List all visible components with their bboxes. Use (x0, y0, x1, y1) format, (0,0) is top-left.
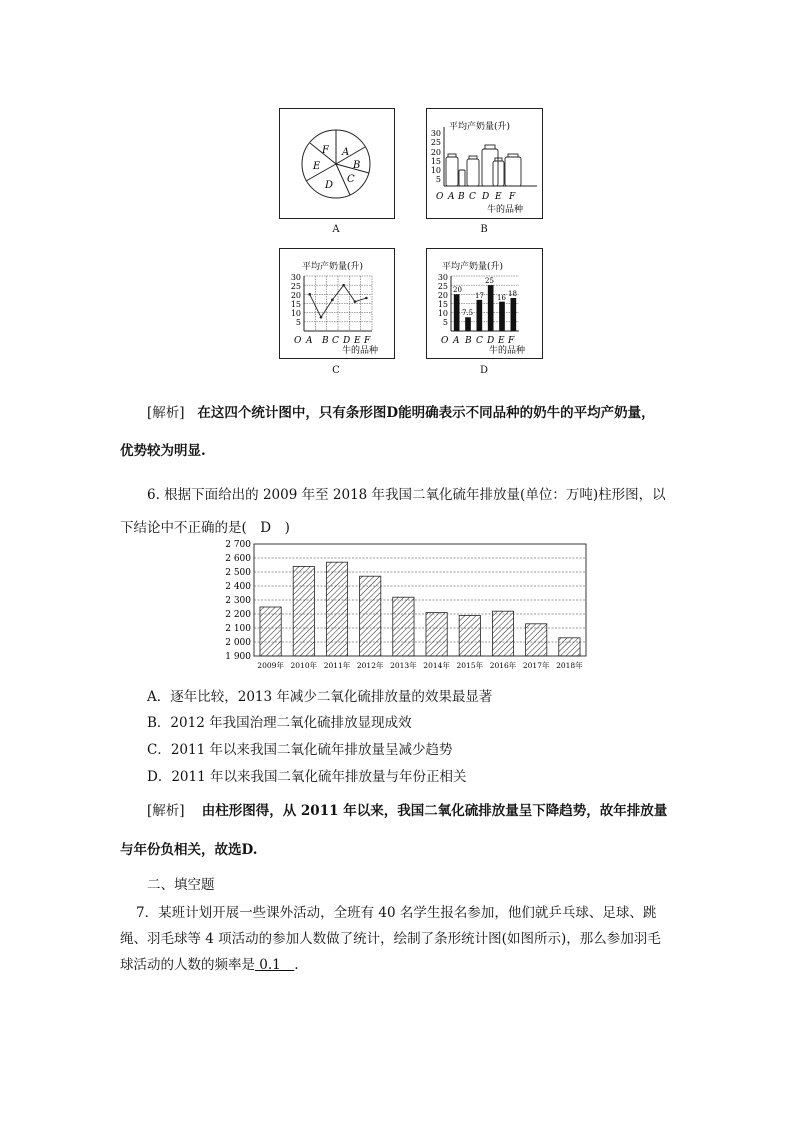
chart-d-ytick: 25 (437, 282, 448, 291)
so2-xticks (257, 660, 583, 670)
chart-b-ytick: 10 (430, 166, 441, 175)
so2-bar (393, 597, 414, 656)
milk-bar-chart (427, 249, 542, 358)
caption-b: B (480, 224, 488, 235)
so2-xtick: 2013年 (390, 661, 417, 670)
chart-b-xlabel: 牛的品种 (487, 205, 524, 215)
chart-b-ytick: 5 (435, 175, 441, 184)
chart-d-bar (499, 302, 505, 331)
chart-d-bar-label: 17 (475, 292, 484, 300)
so2-ytick: 2 500 (225, 568, 251, 578)
chart-c-xtick: F (364, 336, 371, 346)
chart-c-ylabel: 平均产奶量(升) (302, 262, 364, 272)
chart-d-xtick: B (465, 336, 472, 346)
panel-c (279, 248, 395, 359)
so2-xtick: 2012年 (356, 661, 384, 670)
q6-option-c: C．2011 年以来我国二氧化硫年排放量呈减少趋势 (147, 742, 453, 758)
so2-bar (459, 615, 480, 656)
bottle-e (493, 161, 504, 186)
chart-c-point (342, 284, 345, 287)
chart-d-ytick: 20 (437, 291, 448, 300)
q6-option-b: B．2012 年我国治理二氧化硫排放显现成效 (147, 715, 412, 731)
chart-d-xtick: O (441, 336, 449, 346)
so2-bar (492, 611, 513, 656)
q7-line-1: 7．某班计划开展一些课外活动，全班有 40 名学生报名参加，他们就乒乓球、足球、跳 (136, 905, 657, 921)
chart-c-xtick: A (306, 336, 313, 346)
caption-c: C (332, 365, 340, 376)
analysis-text: 在这四个统计图中，只有条形图D能明确表示不同品种的奶牛的平均产奶量， (197, 405, 655, 421)
q7-answer: 0.1 (255, 957, 295, 973)
chart-d-ytick: 5 (442, 318, 448, 327)
milk-line-chart (280, 249, 394, 358)
pie-label: B (353, 160, 361, 171)
pie-label: E (313, 161, 321, 172)
bottle-b (459, 170, 465, 186)
caption-d: D (479, 365, 489, 376)
so2-ytick: 2 200 (225, 610, 251, 620)
analysis-tag: [解析] (147, 803, 185, 819)
chart-b-xtick: E (495, 192, 502, 202)
chart-d-xtick: E (498, 336, 505, 346)
chart-c-xtick: D (343, 336, 351, 346)
so2-bar-chart (214, 538, 594, 674)
so2-ytick: 2 400 (225, 582, 251, 592)
chart-d-bar-label: 7.5 (462, 309, 474, 317)
so2-bar (293, 566, 314, 656)
chart-d-bar-label: 25 (485, 277, 494, 285)
panel-a (279, 108, 395, 219)
analysis-text: 由柱形图得，从 2011 年以来，我国二氧化硫排放量呈下降趋势，故年排放量 (201, 803, 668, 819)
so2-ytick: 2 000 (225, 638, 251, 648)
analysis-tag: [解析] (147, 405, 185, 421)
so2-bar (526, 624, 547, 656)
chart-d-xlabel: 牛的品种 (489, 346, 526, 356)
q6-stem-line-1: 6. 根据下面给出的 2009 年至 2018 年我国二氧化硫年排放量(单位：万吨)柱形图，以 (147, 487, 666, 503)
q7-line-3-end: . (294, 957, 299, 973)
chart-c-ytick: 30 (290, 273, 301, 282)
pie-chart (280, 109, 394, 218)
q6-option-d: D．2011 年以来我国二氧化硫年排放量与年份正相关 (147, 769, 467, 785)
q7-line-3-text: 球活动的人数的频率是 (120, 957, 255, 973)
so2-xtick: 2018年 (556, 661, 583, 670)
so2-bar (559, 638, 580, 656)
so2-ytick: 2 600 (225, 554, 251, 564)
q7-line-3 (120, 953, 299, 973)
so2-ytick: 1 900 (225, 652, 251, 662)
pie-label: D (325, 180, 334, 191)
chart-d-bar (511, 298, 517, 331)
so2-ytick: 2 700 (225, 540, 251, 550)
chart-d-xtick: C (476, 336, 483, 346)
chart-b-xtick: O (436, 192, 444, 202)
q5-analysis-line-1 (147, 401, 655, 421)
so2-ytick: 2 100 (225, 624, 251, 634)
chart-b-ylabel: 平均产奶量(升) (449, 122, 511, 132)
pie-label: F (322, 145, 329, 156)
chart-c-xtick: O (294, 336, 302, 346)
chart-c-point (308, 293, 311, 296)
q5-analysis-line-2: 优势较为明显. (120, 443, 206, 459)
chart-b-xtick: C (469, 192, 476, 202)
chart-d-ylabel: 平均产奶量(升) (442, 262, 504, 272)
chart-d-xtick: D (487, 336, 495, 346)
chart-d-bar-label: 20 (453, 286, 462, 294)
so2-bar (326, 562, 347, 656)
panel-b (426, 108, 543, 219)
so2-xtick: 2015年 (456, 661, 484, 670)
chart-b-ytick: 25 (430, 138, 441, 147)
q6-option-a: A．逐年比较，2013 年减少二氧化硫排放量的效果最显著 (147, 689, 493, 705)
q6-stem-line-2: 下结论中不正确的是( D ) (120, 520, 290, 536)
chart-d-bar (488, 285, 494, 331)
pie-label: A (342, 147, 350, 158)
pie-label: C (347, 174, 355, 185)
so2-xtick: 2010年 (290, 661, 318, 670)
so2-yticks (225, 540, 251, 662)
chart-b-xtick: A (448, 192, 455, 202)
so2-bar (360, 576, 381, 656)
milk-pictogram-chart (427, 109, 542, 218)
so2-xtick: 2014年 (423, 661, 450, 670)
bottle-a (446, 157, 458, 186)
chart-d-bar (477, 300, 483, 331)
bottle-c (467, 159, 479, 186)
chart-d-ytick: 10 (437, 309, 448, 318)
so2-ytick: 2 300 (225, 596, 251, 606)
section-title: 二、填空题 (147, 877, 215, 893)
chart-d-bar-label: 16 (497, 294, 506, 302)
chart-c-point (331, 299, 334, 302)
q6-analysis-line-2: 与年份负相关，故选D. (120, 842, 258, 858)
bottle-d (482, 149, 498, 186)
chart-d-xtick: A (453, 336, 460, 346)
chart-b-ytick: 30 (430, 129, 441, 138)
chart-d-xtick: F (508, 336, 515, 346)
chart-b-xtick: D (482, 192, 490, 202)
chart-c-ytick: 10 (290, 309, 301, 318)
chart-c-ytick: 25 (290, 282, 301, 291)
so2-bar (260, 607, 281, 656)
chart-c-point (365, 297, 368, 300)
chart-b-xtick: F (509, 192, 516, 202)
chart-d-ytick: 15 (437, 300, 448, 309)
chart-c-ytick: 20 (290, 291, 301, 300)
chart-b-ytick: 20 (430, 148, 441, 157)
chart-d-bar (454, 294, 460, 331)
chart-d-bar (465, 317, 471, 331)
so2-xtick: 2009年 (257, 661, 284, 670)
caption-a: A (332, 224, 340, 235)
chart-c-ytick: 5 (295, 318, 301, 327)
chart-c-ytick: 15 (290, 300, 301, 309)
so2-xtick: 2011年 (323, 661, 351, 670)
chart-d-ytick: 30 (437, 273, 448, 282)
so2-bar (426, 613, 447, 656)
chart-b-xtick: B (458, 192, 465, 202)
chart-c-point (354, 300, 357, 303)
chart-c-xlabel: 牛的品种 (342, 346, 379, 356)
chart-c-xtick: E (354, 336, 361, 346)
q6-analysis-line-1 (147, 799, 667, 819)
chart-d-bar-label: 18 (508, 290, 517, 298)
bottle-f (505, 157, 521, 186)
chart-c-xtick: C (332, 336, 339, 346)
chart-c-xtick: B (322, 336, 329, 346)
chart-c-point (320, 316, 323, 319)
panel-d (426, 248, 543, 359)
so2-xtick: 2016年 (489, 661, 517, 670)
so2-xtick: 2017年 (522, 661, 550, 670)
chart-b-ytick: 15 (430, 157, 441, 166)
q7-line-2: 绳、羽毛球等 4 项活动的参加人数做了统计，绘制了条形统计图(如图所示)，那么参加羽毛 (120, 931, 661, 947)
